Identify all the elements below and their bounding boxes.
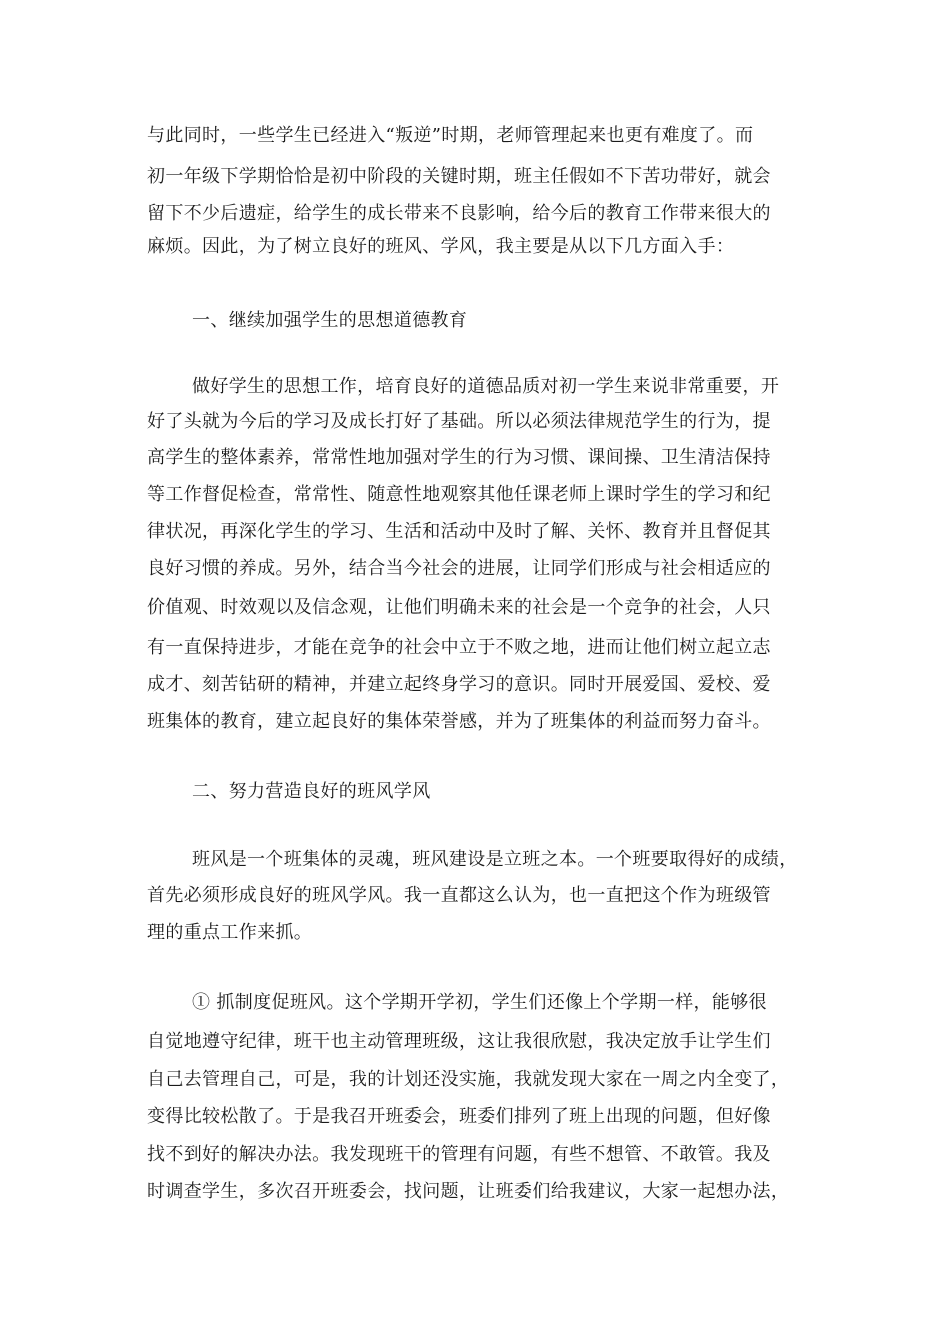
paragraph-line: 留下不少后遗症，给学生的成长带来不良影响，给今后的教育工作带来很大的 [147,203,771,224]
paragraph-line: 与此同时，一些学生已经进入“叛逆”时期，老师管理起来也更有难度了。而 [147,125,754,146]
section-heading-2: 二、努力营造良好的班风学风 [192,781,431,802]
paragraph-line: 成才、刻苦钻研的精神，并建立起终身学习的意识。同时开展爱国、爱校、爱 [147,674,771,695]
paragraph-line: 变得比较松散了。于是我召开班委会，班委们排列了班上出现的问题，但好像 [147,1106,771,1127]
section-heading-1: 一、继续加强学生的思想道德教育 [192,310,468,331]
paragraph-line: 麻烦。因此，为了树立良好的班风、学风，我主要是从以下几方面入手： [147,236,735,257]
paragraph-line: ① 抓制度促班风。这个学期开学初，学生们还像上个学期一样，能够很 [192,992,767,1013]
paragraph-line: 良好习惯的养成。另外，结合当今社会的进展，让同学们形成与社会相适应的 [147,558,771,579]
paragraph-line: 价值观、时效观以及信念观，让他们明确未来的社会是一个竞争的社会，人只 [147,597,771,618]
paragraph-line: 律状况，再深化学生的学习、生活和活动中及时了解、关怀、教育并且督促其 [147,521,771,542]
paragraph-line: 好了头就为今后的学习及成长打好了基础。所以必须法律规范学生的行为，提 [147,411,771,432]
paragraph-line: 自觉地遵守纪律，班干也主动管理班级，这让我很欣慰，我决定放手让学生们 [147,1031,771,1052]
paragraph-line: 有一直保持进步，才能在竞争的社会中立于不败之地，进而让他们树立起立志 [147,637,771,658]
paragraph-line: 首先必须形成良好的班风学风。我一直都这么认为，也一直把这个作为班级管 [147,885,771,906]
paragraph-line: 班集体的教育，建立起良好的集体荣誉感，并为了班集体的利益而努力奋斗。 [147,711,771,732]
paragraph-line: 自己去管理自己，可是，我的计划还没实施，我就发现大家在一周之内全变了， [147,1069,790,1090]
paragraph-line: 理的重点工作来抓。 [147,922,313,943]
paragraph-line: 高学生的整体素养，常常性地加强对学生的行为习惯、课间操、卫生清洁保持 [147,447,771,468]
paragraph-line: 初一年级下学期恰恰是初中阶段的关键时期，班主任假如不下苦功带好，就会 [147,166,771,187]
paragraph-line: 时调查学生，多次召开班委会，找问题，让班委们给我建议，大家一起想办法， [147,1181,790,1202]
paragraph-line: 找不到好的解决办法。我发现班干的管理有问题，有些不想管、不敢管。我及 [147,1144,771,1165]
paragraph-line: 做好学生的思想工作，培育良好的道德品质对初一学生来说非常重要，开 [192,376,780,397]
paragraph-line: 班风是一个班集体的灵魂，班风建设是立班之本。一个班要取得好的成绩， [192,849,798,870]
paragraph-line: 等工作督促检查，常常性、随意性地观察其他任课老师上课时学生的学习和纪 [147,484,771,505]
